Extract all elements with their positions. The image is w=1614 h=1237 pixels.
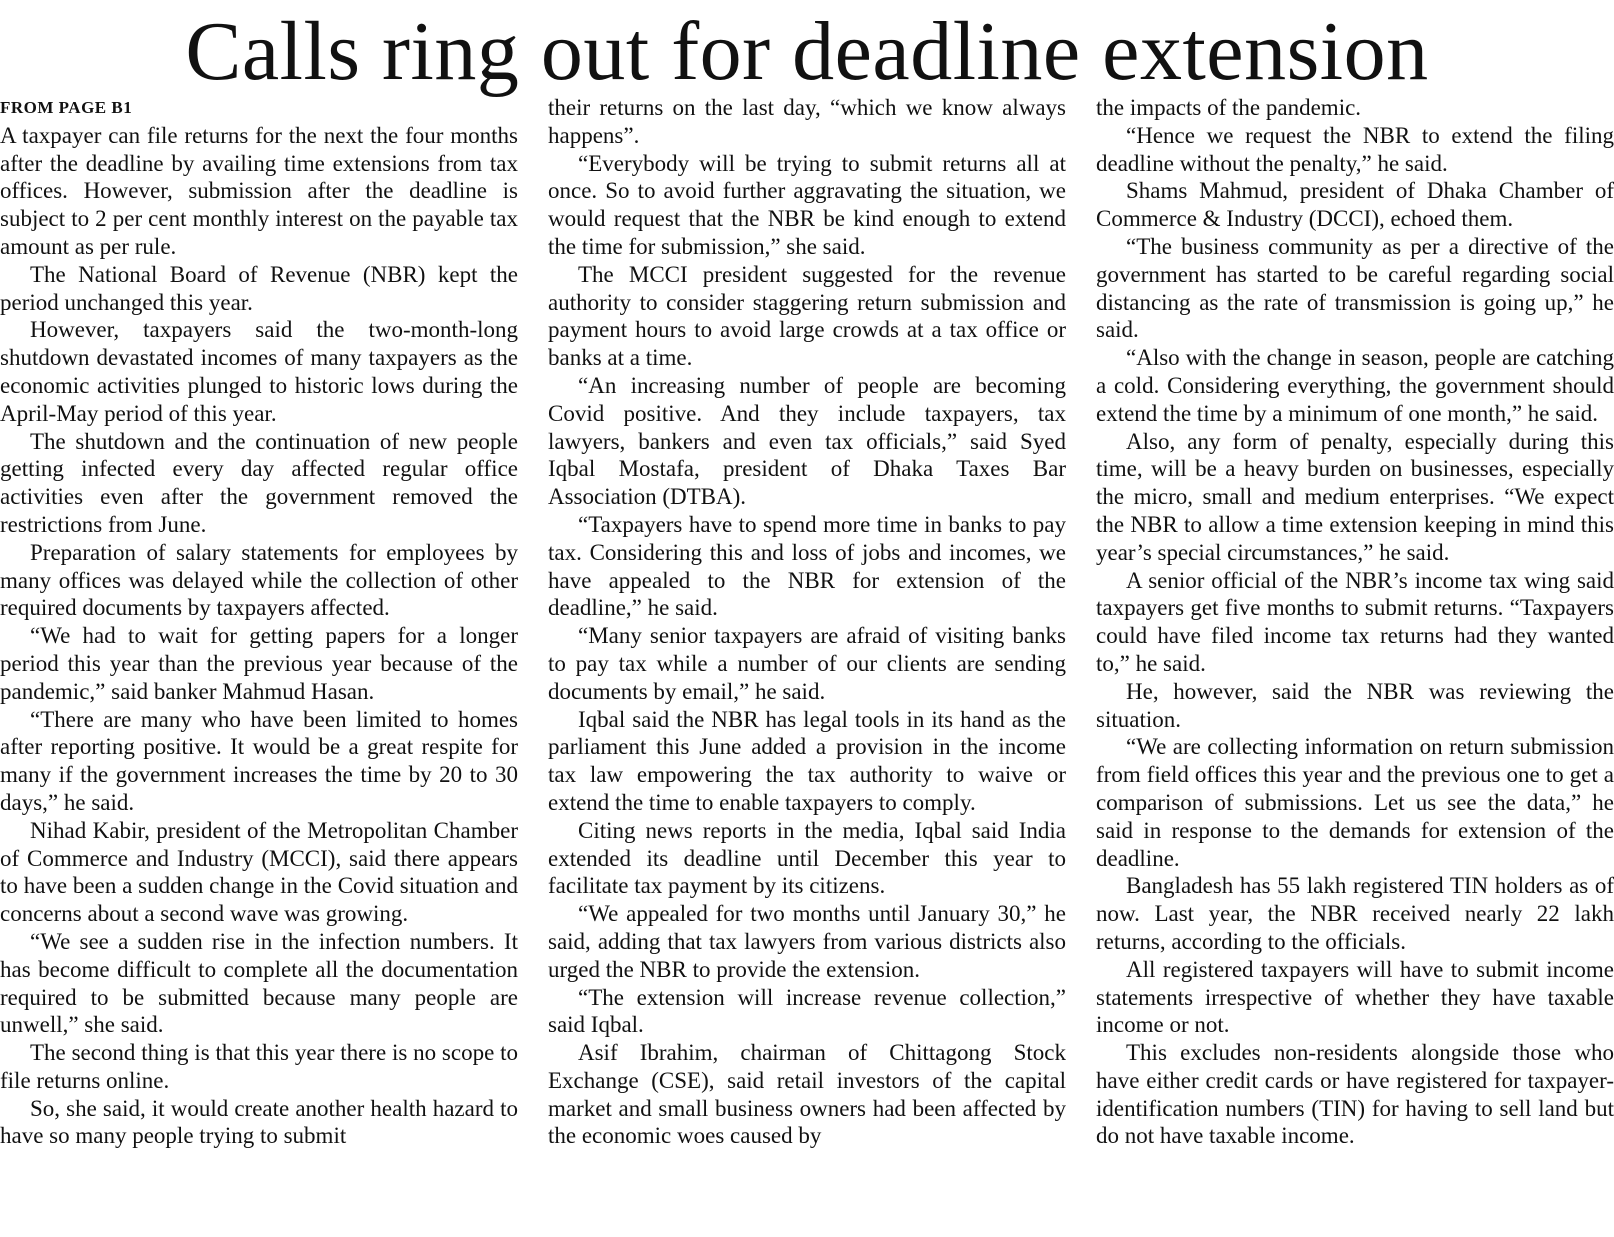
paragraph: All registered taxpayers will have to submit income statements irrespective of whether they have taxable income or not. [1096,956,1614,1038]
paragraph: “We are collecting information on return submission from field offices this year and the previous one to get a comparison of submissions. Let us see the data,” he said in response to the demands for extension of the deadline. [1096,734,1614,871]
paragraph: The shutdown and the continuation of new people getting infected every day affected regular office activities even after the government removed the restrictions from June. [0,428,518,537]
paragraph: “We appealed for two months until January 30,” he said, adding that tax lawyers from various districts also urged the NBR to provide the extension. [548,901,1066,982]
paragraph: The MCCI president suggested for the revenue authority to consider staggering return submission and payment hours to avoid large crowds at a tax office or banks at a time. [548,261,1066,371]
paragraph: “Everybody will be trying to submit returns all at once. So to avoid further aggravating the situation, we would request that the NBR be kind enough to extend the time for submission,” she said. [548,150,1066,259]
paragraph: This excludes non-residents alongside those who have either credit cards or have registered for taxpayer-identification numbers (TIN) for having to sell land but do not have taxable income. [1096,1040,1614,1149]
paragraph: “Also with the change in season, people are catching a cold. Considering everything, the government should extend the time by a minimum of one month,” he said. [1096,345,1614,426]
column-1 [0,94,518,1237]
paragraph: “Many senior taxpayers are afraid of visiting banks to pay tax while a number of our clients are sending documents by email,” he said. [548,623,1066,704]
paragraph: Nihad Kabir, president of the Metropolitan Chamber of Commerce and Industry (MCCI), said there appears to have been a sudden change in the Covid situation and concerns about a second wave was growing. [0,817,518,927]
paragraph: “We see a sudden rise in the infection numbers. It has become difficult to complete all the documentation required to be submitted because many people are unwell,” she said. [0,928,518,1038]
paragraph: Asif Ibrahim, chairman of Chittagong Stock Exchange (CSE), said retail investors of the capital market and small business owners had been affected by the economic woes caused by [548,1040,1066,1149]
paragraph: Iqbal said the NBR has legal tools in its hand as the parliament this June added a provision in the income tax law empowering the tax authority to waive or extend the time to enable taxpayers to comply. [548,706,1066,815]
paragraph: “Taxpayers have to spend more time in banks to pay tax. Considering this and loss of jobs and incomes, we have appealed to the NBR for extension of the deadline,” he said. [548,511,1066,621]
paragraph: The National Board of Revenue (NBR) kept the period unchanged this year. [0,261,518,315]
paragraph: Shams Mahmud, president of Dhaka Chamber of Commerce & Industry (DCCI), echoed them. [1096,178,1614,232]
paragraph: He, however, said the NBR was reviewing the situation. [1096,678,1614,732]
paragraph: “The extension will increase revenue collection,” said Iqbal. [548,984,1066,1038]
paragraph: “Hence we request the NBR to extend the filing deadline without the penalty,” he said. [1096,122,1614,176]
paragraph: A senior official of the NBR’s income tax wing said taxpayers get five months to submit returns. “Taxpayers could have filed income tax returns had they wanted to,” he said. [1096,567,1614,676]
paragraph: Also, any form of penalty, especially during this time, will be a heavy burden on businesses, especially the micro, small and medium enterprises. “We expect the NBR to allow a time extension keeping in mind this year’s special circumstances,” he said. [1096,428,1614,565]
paragraph: The second thing is that this year there is no scope to file returns online. [0,1040,518,1093]
column-2 [548,94,1066,1237]
column-3 [1096,94,1614,1237]
paragraph: Bangladesh has 55 lakh registered TIN holders as of now. Last year, the NBR received nearly 22 lakh returns, according to the officials. [1096,873,1614,954]
paragraph: their returns on the last day, “which we know always happens”. [548,95,1066,148]
paragraph: A taxpayer can file returns for the next the four months after the deadline by availing time extensions from tax offices. However, submission after the deadline is subject to 2 per cent monthly interest on the payable tax amount as per rule. [0,122,518,259]
paragraph: “An increasing number of people are becoming Covid positive. And they include taxpayers, tax lawyers, bankers and even tax officials,” said Syed Iqbal Mostafa, president of Dhaka Taxes Bar Association (DTBA). [548,372,1066,510]
paragraph: “The business community as per a directive of the government has started to be careful regarding social distancing as the rate of transmission is going up,” he said. [1096,233,1614,343]
paragraph: Citing news reports in the media, Iqbal said India extended its deadline until December this year to facilitate tax payment by its citizens. [548,817,1066,899]
headline: Calls ring out for deadline extension [185,5,1429,98]
article-body [0,94,1614,1237]
paragraph: However, taxpayers said the two-month-long shutdown devastated incomes of many taxpayers as the economic activities plunged to historic lows during the April-May period of this year. [0,317,518,426]
paragraph: “There are many who have been limited to homes after reporting positive. It would be a great respite for many if the government increases the time by 20 to 30 days,” he said. [0,706,518,815]
paragraph: So, she said, it would create another health hazard to have so many people trying to submit [0,1095,518,1149]
paragraph: the impacts of the pandemic. [1096,95,1362,120]
continuation-kicker: FROM PAGE B1 [0,98,133,117]
paragraph: Preparation of salary statements for employees by many offices was delayed while the collection of other required documents by taxpayers affected. [0,539,518,621]
paragraph: “We had to wait for getting papers for a longer period this year than the previous year because of the pandemic,” said banker Mahmud Hasan. [0,623,518,704]
